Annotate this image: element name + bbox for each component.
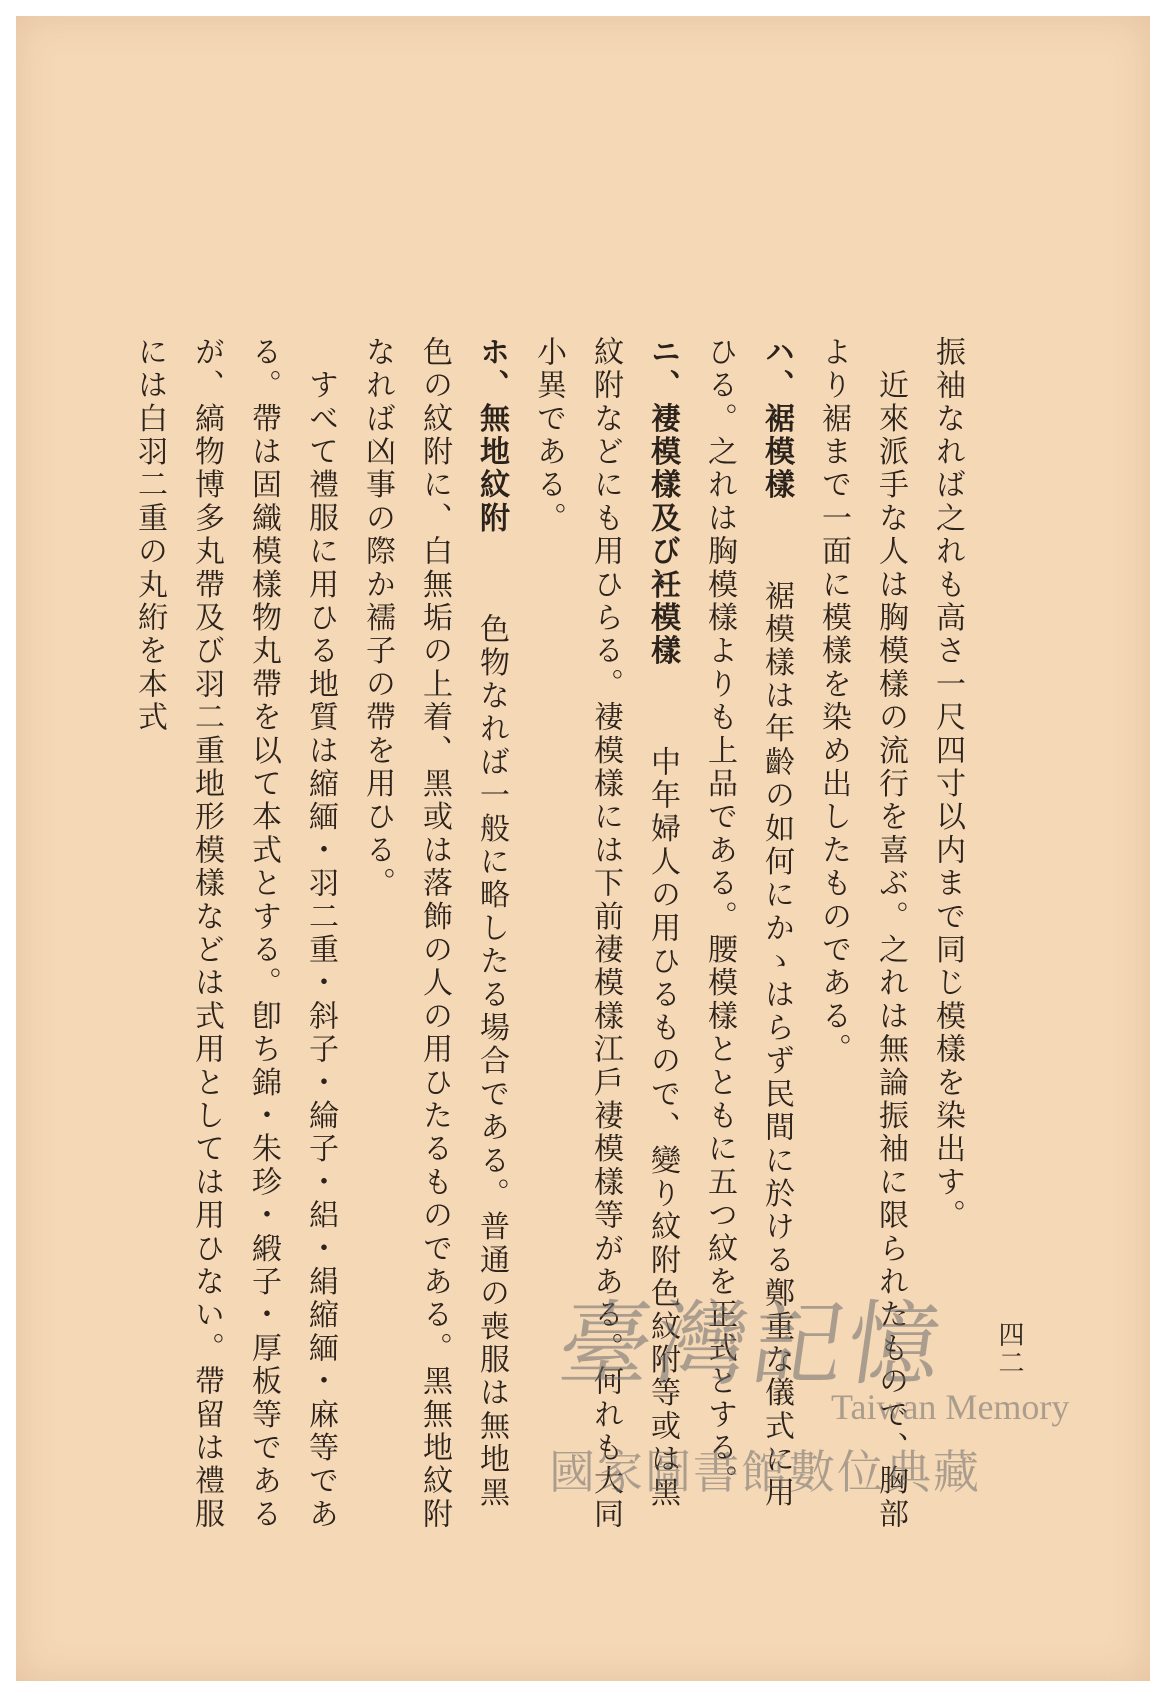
paragraph-text: 色物なれば一般に略したる場合である。普通の喪服は無地黑色の紋附に、白無垢の上着、黑或は落飾の人の用ひたるものである。黑無地紋附なれば凶事の際か襦子の帶を用ひる。 <box>360 336 509 1532</box>
paragraph-4 <box>520 336 691 1536</box>
section-heading-ho: ホ、無地紋附 <box>474 336 509 536</box>
body-text <box>132 336 976 1536</box>
paragraph-text: 振袖なれば之れも高さ一尺四寸以内まで同じ模樣を染出す。 <box>930 336 965 1233</box>
book-page <box>16 16 1150 1681</box>
watermark-subtitle: 國家圖書館數位典藏 <box>549 1445 981 1499</box>
watermark-title: 臺灣記憶 <box>552 1291 952 1398</box>
paragraph-1 <box>919 336 976 1536</box>
paragraph-2 <box>805 336 919 1536</box>
section-heading-ni: ニ、褄模樣及び衽模樣 <box>645 336 680 668</box>
watermark-english: Taiwan Memory <box>831 1387 1070 1427</box>
paragraph-3 <box>691 336 805 1536</box>
paragraph-text: すべて禮服に用ひる地質は縮緬・羽二重・斜子・綸子・絽・絹縮緬・麻等である。帶は固織模樣物丸帶を以て本式とする。卽ち錦・朱珍・緞子・厚板等であるが、縞物博多丸帶及び羽二重地形模樣などは式用としては用ひない。帶留は禮服には白羽二重の丸絎を本式 <box>132 336 338 1532</box>
paragraph-text: 中年婦人の用ひるもので、變り紋附色紋附等或は黑紋附などにも用ひらる。褄模樣には下前褄模樣江戶褄模樣等がある。何れも大同小異である。 <box>531 336 680 1532</box>
paragraph-6 <box>121 336 349 1536</box>
section-heading-ha: ハ、裾模樣 <box>759 336 794 502</box>
paragraph-text: 近來派手な人は胸模樣の流行を喜ぶ。之れは無論振袖に限られたもので、胸部より裾まで一面に模樣を染め出したものである。 <box>816 336 908 1532</box>
page-number: 四二 <box>994 1321 1024 1377</box>
paragraph-5 <box>349 336 520 1536</box>
paragraph-text: 裾模樣は年齡の如何にかゝはらず民間に於ける鄭重な儀式に用ひる。之れは胸模樣よりも上品である。腰模樣とともに五つ紋を正式とする。 <box>702 336 794 1510</box>
